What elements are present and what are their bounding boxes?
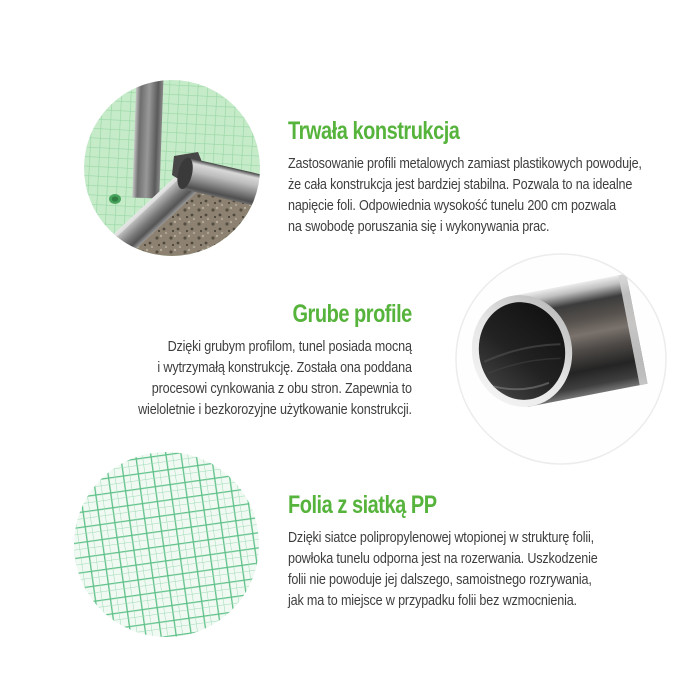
feature-body-line: Dzięki siatce polipropylenowej wtopionej w strukturę folii, [288, 529, 594, 546]
feature-body-line: że cała konstrukcja jest bardziej stabilna. Pozwala to na idealne [288, 176, 633, 193]
feature-body-line: i wytrzymałą konstrukcję. Została ona poddana [157, 359, 412, 376]
feature-body [288, 527, 598, 611]
feature-body-line: wieloletnie i bezkorozyjne użytkowanie konstrukcji. [138, 401, 412, 418]
feature-body [288, 153, 642, 237]
feature-section-pp-mesh-foil [288, 492, 657, 611]
feature-section-durable-construction [288, 118, 700, 237]
feature-body [138, 336, 412, 420]
feature-body-line: procesowi cynkowania z obu stron. Zapewnia to [152, 380, 412, 397]
feature-heading: Folia z siatką PP [288, 491, 437, 519]
feature-body-line: Zastosowanie profili metalowych zamiast plastikowych powoduje, [288, 155, 642, 172]
steel-pipe-photo [455, 253, 667, 465]
frame-corner-photo [84, 80, 260, 256]
feature-heading: Grube profile [292, 300, 412, 328]
feature-body-line: powłoka tunelu odporna jest na rozerwania. Uszkodzenie [288, 550, 598, 567]
feature-body-line: na swobodę poruszania się i wykonywania prac. [288, 218, 550, 235]
feature-body-line: folii nie powoduje jej dalszego, samoistnego rozrywania, [288, 571, 592, 588]
pp-mesh-photo [74, 452, 259, 637]
feature-heading: Trwała konstrukcja [288, 117, 460, 145]
feature-body-line: jak ma to miejsce w przypadku folii bez wzmocnienia. [288, 592, 577, 609]
feature-body-line: napięcie foli. Odpowiednia wysokość tunelu 200 cm pozwala [288, 197, 617, 214]
feature-body-line: Dzięki grubym profilom, tunel posiada mocną [167, 338, 412, 355]
feature-section-thick-profiles [86, 301, 412, 420]
